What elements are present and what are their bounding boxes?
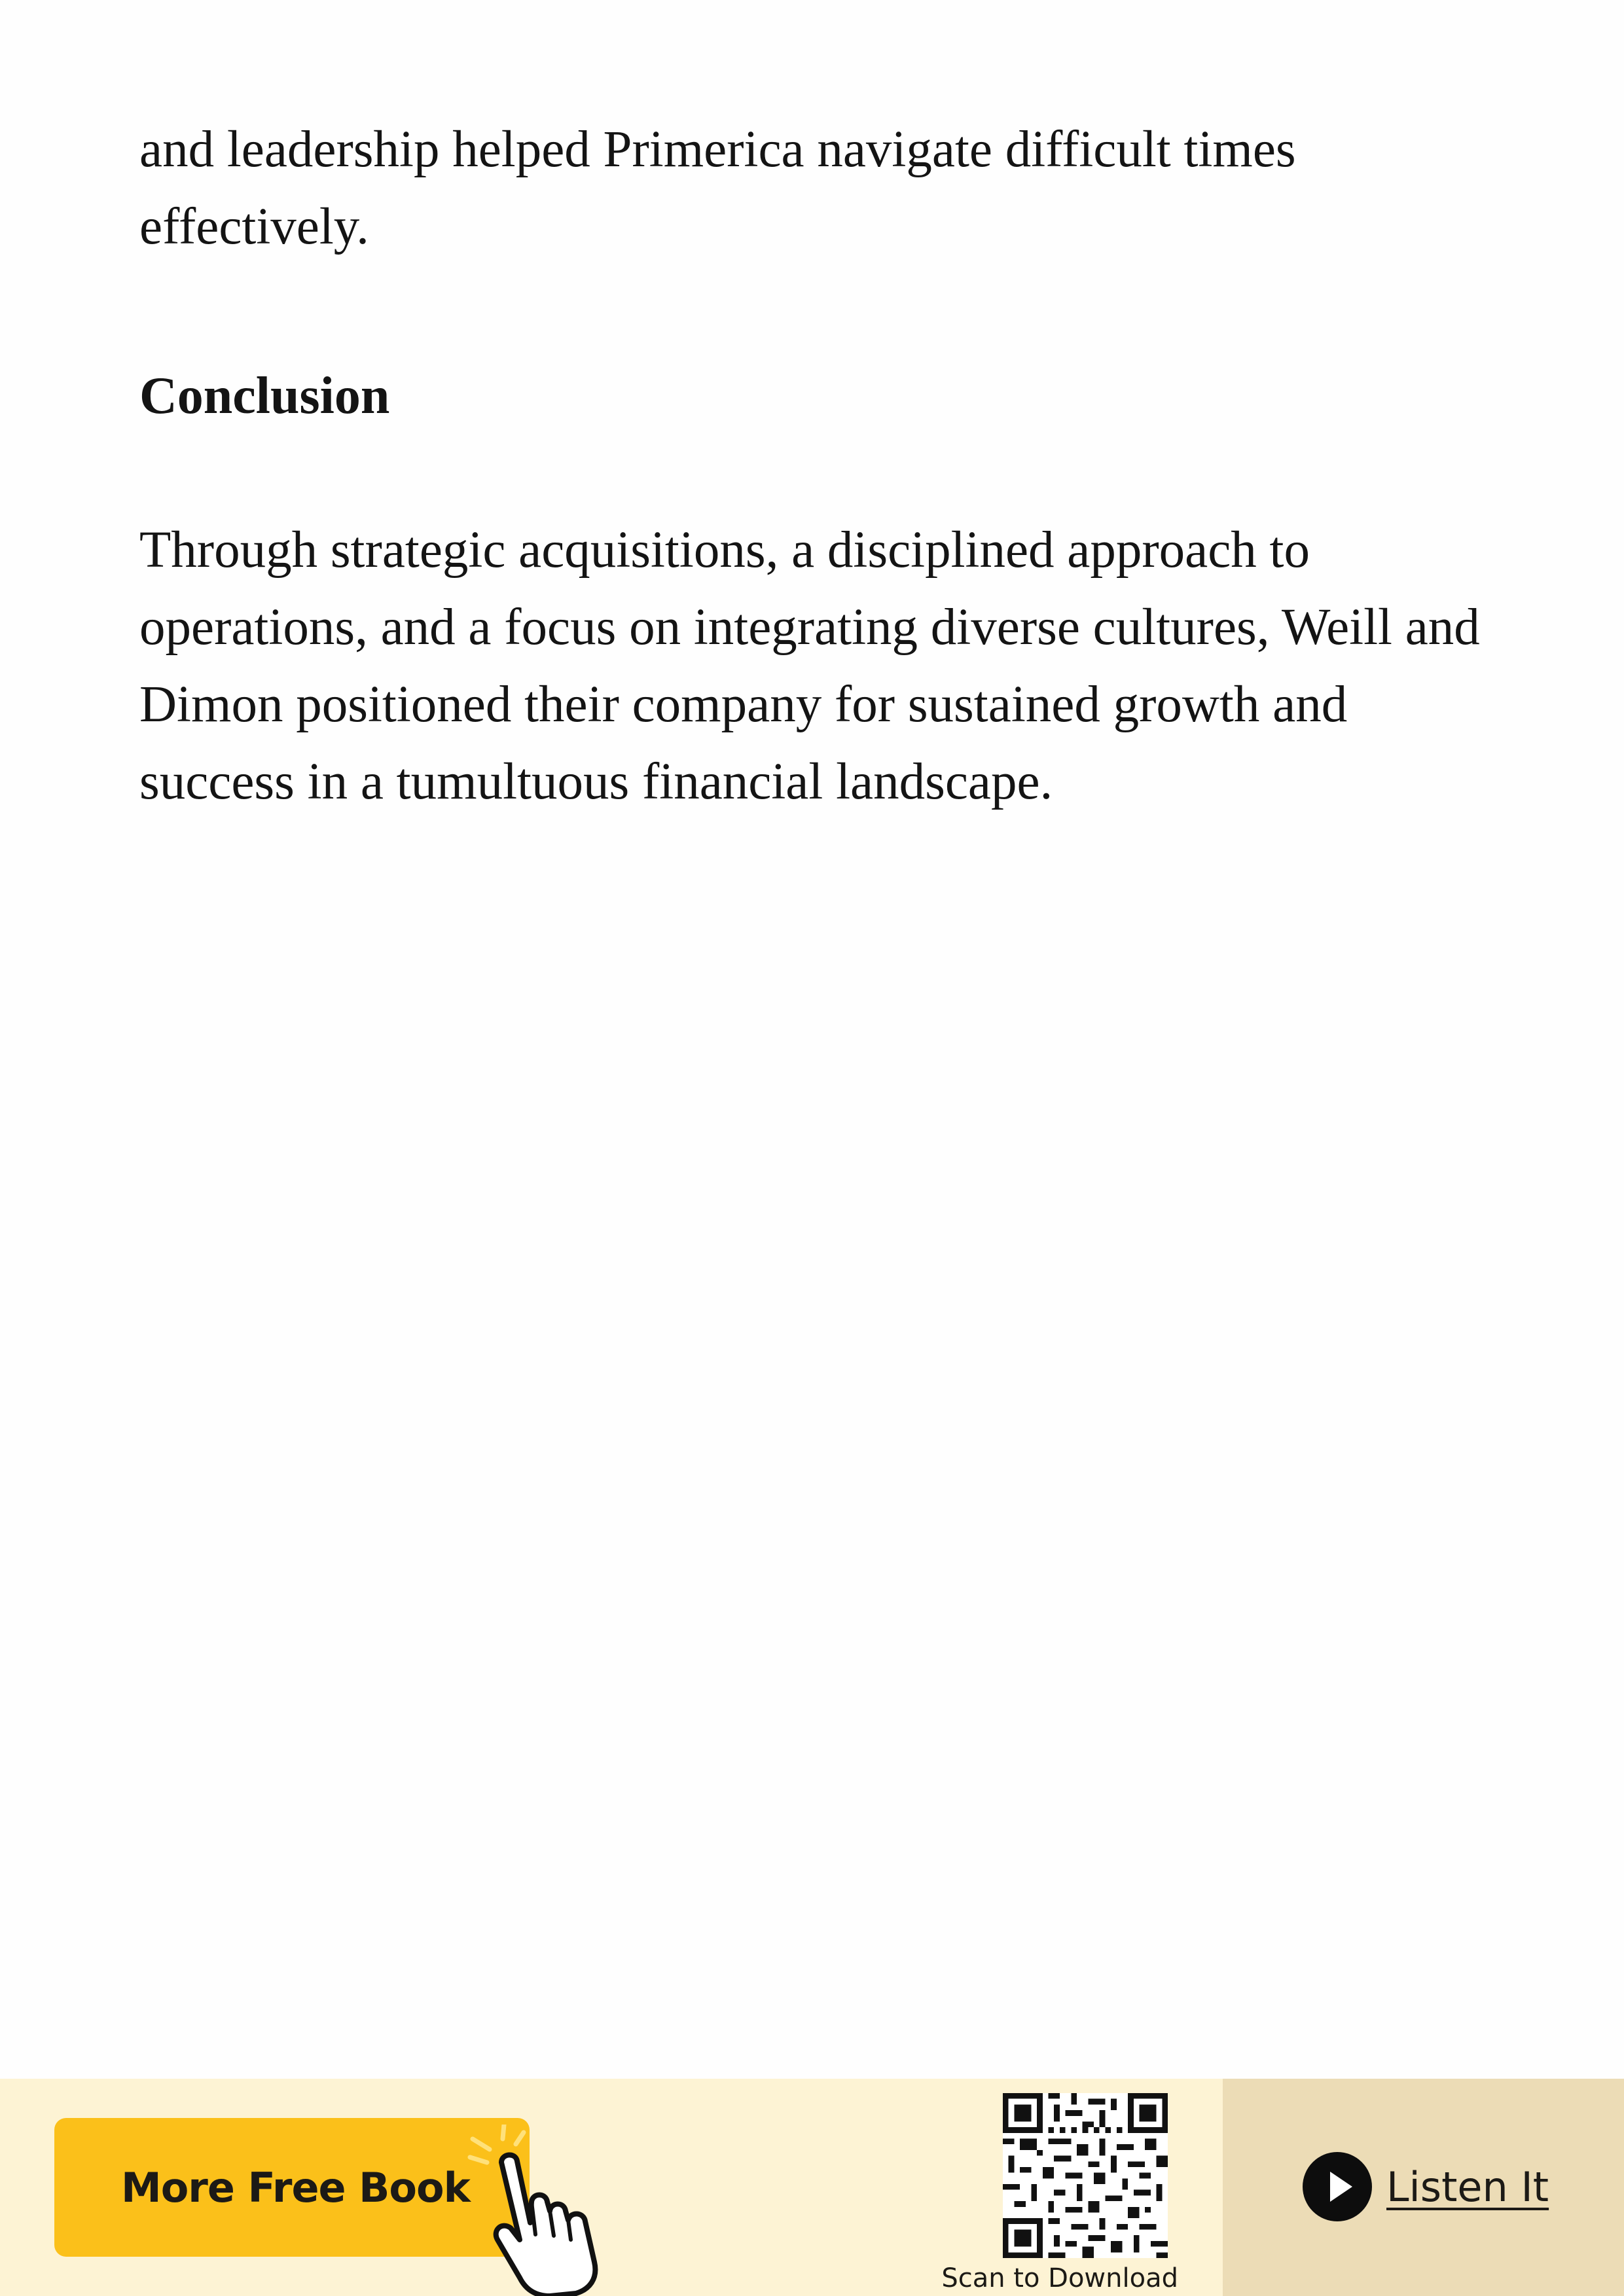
paragraph-continued: and leadership helped Primerica navigate difficult times effectively.: [139, 121, 1296, 255]
listen-it-label: Listen It: [1386, 2162, 1549, 2211]
paragraph-conclusion: Through strategic acquisitions, a disciplined approach to operations, and a focus on integrating diverse cultures, Weill and Dimon positioned their company for sustained growth and success in a tumultuous financial landscape.: [139, 522, 1480, 810]
qr-code[interactable]: [1003, 2093, 1168, 2258]
play-icon: [1303, 2152, 1372, 2221]
scan-to-download-label: Scan to Download: [941, 2263, 1178, 2293]
listen-panel: [1223, 2079, 1624, 2296]
pointing-hand-icon: [458, 2125, 622, 2296]
footer-bar: [0, 2079, 1624, 2296]
section-heading: Conclusion: [139, 367, 390, 425]
listen-it-button[interactable]: [1303, 2151, 1549, 2223]
more-free-book-label: More Free Book: [121, 2163, 470, 2212]
